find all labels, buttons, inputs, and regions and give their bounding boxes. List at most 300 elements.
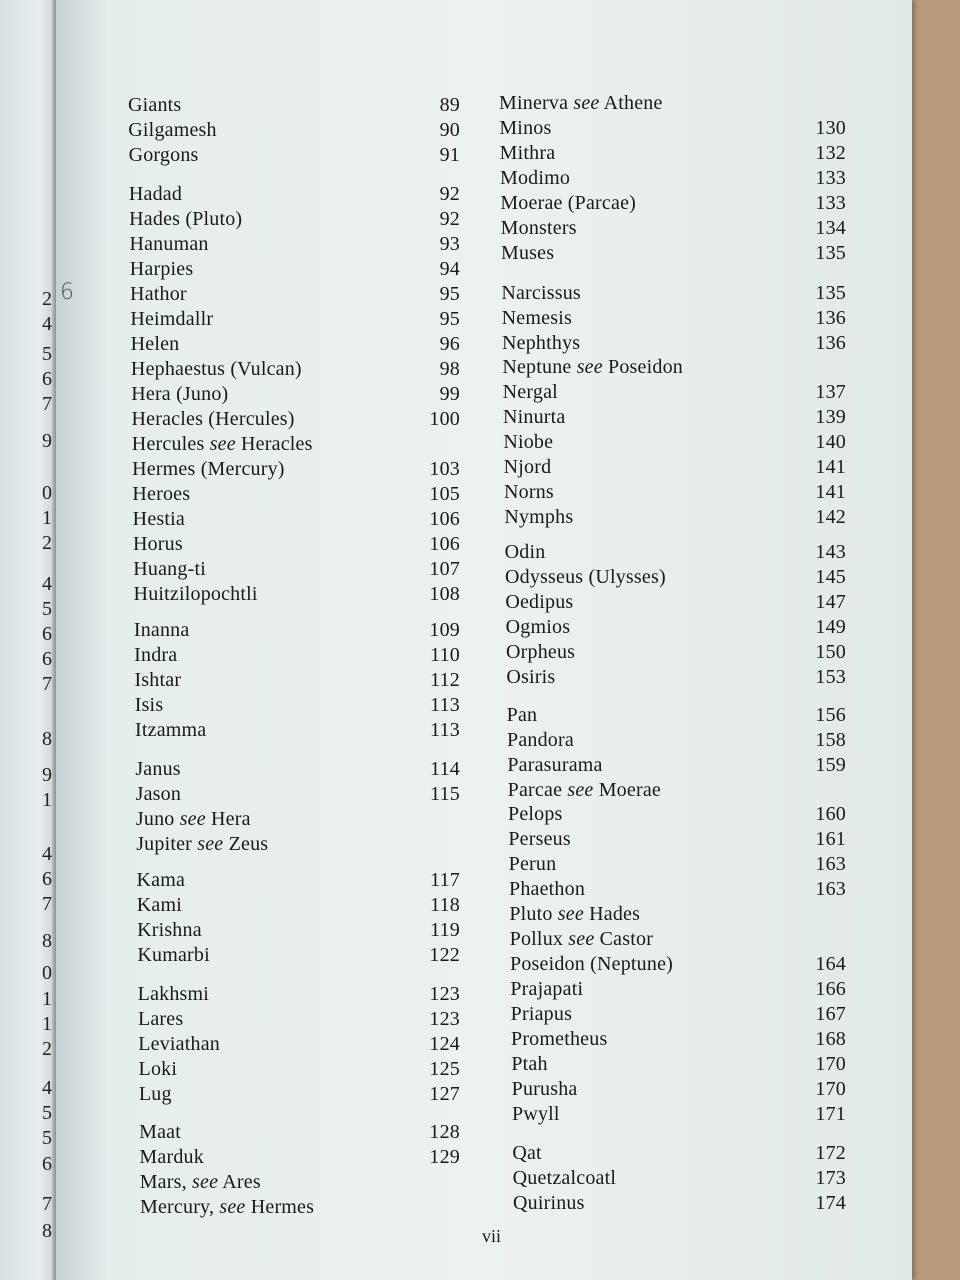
entry-name [139, 1058, 178, 1081]
entry-page-number: 136 [815, 307, 846, 329]
entry-title: Pluto [509, 903, 553, 925]
entry-title: Hephaestus (Vulcan) [130, 358, 302, 380]
entry-page-number: 150 [815, 641, 846, 663]
entry-name [509, 853, 557, 876]
entry-name [129, 183, 182, 206]
entry-title: Leviathan [138, 1033, 220, 1055]
entry-name [504, 456, 552, 479]
cross-reference-see: see [576, 356, 603, 378]
entry-title: Huang-ti [133, 558, 206, 580]
entry-title: Gilgamesh [128, 119, 217, 141]
entry-title: Huitzilopochtli [133, 583, 258, 605]
entry-name [139, 1146, 204, 1169]
contents-entry [129, 208, 460, 232]
entry-name [135, 758, 180, 781]
entry-page-number: 141 [815, 481, 846, 503]
cross-reference-see: see [573, 92, 600, 114]
entry-page-number: 149 [815, 616, 846, 638]
entry-page-number: 90 [439, 119, 460, 141]
entry-title: Prometheus [511, 1028, 608, 1050]
contents-entry [507, 729, 846, 753]
contents-entry [506, 616, 846, 640]
entry-name [134, 619, 190, 642]
entry-title: Hera (Juno) [131, 383, 229, 405]
entry-page-number: 99 [439, 383, 460, 405]
contents-entry [508, 803, 846, 827]
entry-name [499, 92, 663, 115]
entry-page-number: 161 [815, 828, 846, 850]
cross-reference-target: Moerae [598, 779, 661, 801]
entry-title: Harpies [129, 258, 194, 280]
entry-title: Lakhsmi [137, 983, 210, 1005]
entry-name [133, 533, 183, 556]
entry-name [501, 217, 577, 240]
entry-name [137, 894, 182, 917]
entry-page-number: 94 [439, 258, 460, 280]
entry-name [135, 719, 206, 742]
entry-name [504, 481, 554, 504]
entry-title: Kumarbi [137, 944, 210, 966]
contents-entry [500, 167, 846, 191]
entry-name [137, 919, 202, 942]
contents-entry [509, 878, 846, 902]
cross-reference-see: see [557, 903, 584, 925]
contents-entry [129, 233, 460, 257]
cross-reference-see: see [209, 433, 236, 455]
entry-name [506, 616, 571, 639]
contents-entry [136, 808, 460, 832]
cross-reference-see: see [197, 833, 224, 855]
contents-entry [503, 406, 846, 430]
entry-page-number: 173 [815, 1167, 846, 1189]
contents-entry [502, 332, 846, 356]
entry-page-number: 132 [815, 142, 846, 164]
contents-entry [499, 117, 846, 141]
entry-page-number: 135 [815, 242, 846, 264]
entry-name [499, 117, 551, 140]
entry-page-number: 125 [429, 1058, 460, 1080]
contents-entry [511, 1003, 846, 1027]
entry-title: Niobe [503, 431, 554, 453]
entry-page-number: 127 [429, 1083, 460, 1105]
entry-page-number: 123 [429, 983, 460, 1005]
entry-title: Pwyll [512, 1103, 560, 1125]
entry-title: Janus [135, 758, 181, 780]
entry-name [505, 541, 546, 564]
entry-page-number: 139 [815, 406, 846, 428]
cross-reference-target: Athene [603, 92, 663, 114]
entry-page-number: 129 [429, 1146, 460, 1168]
contents-entry [506, 641, 846, 665]
entry-page-number: 103 [429, 458, 460, 480]
left-page-number: 2 [42, 1038, 52, 1060]
entry-page-number: 100 [429, 408, 460, 430]
entry-page-number: 117 [430, 869, 460, 891]
left-page-number: 6 [42, 648, 52, 670]
cross-reference-see: see [179, 808, 206, 830]
contents-entry [131, 333, 460, 357]
entry-page-number: 145 [815, 566, 846, 588]
entry-title: Oedipus [505, 591, 574, 613]
entry-page-number: 115 [430, 783, 460, 805]
entry-name [132, 408, 295, 431]
entry-title: Nergal [502, 381, 558, 403]
entry-name [139, 1121, 181, 1144]
left-page-number: 5 [42, 1102, 52, 1124]
entry-page-number: 112 [430, 669, 460, 691]
contents-entry [129, 144, 460, 168]
entry-page-number: 106 [429, 508, 460, 530]
left-page-number: 1 [42, 507, 52, 529]
entry-name [513, 1192, 585, 1215]
contents-entry [134, 669, 460, 693]
left-page-number: 4 [42, 843, 52, 865]
entry-title: Neptune [502, 356, 572, 378]
contents-entry [508, 828, 846, 852]
entry-name [503, 406, 566, 429]
contents-entry [128, 119, 460, 143]
entry-page-number: 171 [815, 1103, 846, 1125]
entry-title: Quirinus [513, 1192, 585, 1214]
contents-entry [139, 1121, 460, 1145]
left-page-number: 7 [42, 893, 52, 915]
left-page-number: 5 [42, 343, 52, 365]
entry-page-number: 164 [815, 953, 846, 975]
entry-name [135, 694, 164, 717]
entry-title: Moerae (Parcae) [500, 192, 637, 214]
entry-name [504, 506, 573, 529]
entry-name [513, 1167, 616, 1190]
contents-entry [128, 94, 460, 118]
contents-entry [501, 282, 846, 306]
entry-title: Mercury, [140, 1196, 215, 1218]
entry-name [511, 1003, 572, 1026]
entry-name [139, 1083, 172, 1106]
contents-entry [133, 533, 460, 557]
contents-entry [139, 1083, 460, 1107]
contents-entry [133, 508, 460, 532]
entry-name [130, 258, 194, 281]
entry-name [131, 358, 302, 381]
entry-name [138, 1033, 220, 1056]
entry-page-number: 128 [429, 1121, 460, 1143]
entry-name [505, 591, 573, 614]
contents-entry [139, 1146, 460, 1170]
cross-reference-target: Zeus [228, 833, 269, 855]
entry-name [136, 783, 181, 806]
entry-page-number: 89 [439, 94, 460, 116]
entry-name [133, 558, 206, 581]
contents-entry [133, 558, 460, 582]
contents-entry [499, 92, 846, 116]
entry-page-number: 170 [815, 1078, 846, 1100]
contents-entry [508, 779, 846, 803]
cross-reference-target: Heracles [241, 433, 313, 455]
left-page-number: 8 [42, 930, 52, 952]
left-page-number: 4 [42, 313, 52, 335]
contents-entry [510, 978, 846, 1002]
entry-name [131, 333, 180, 356]
entry-title: Nemesis [501, 307, 572, 329]
contents-entry [129, 183, 460, 207]
entry-page-number: 133 [815, 167, 846, 189]
entry-name [509, 903, 640, 926]
entry-name [512, 1142, 541, 1165]
left-page-number: 5 [42, 1127, 52, 1149]
entry-page-number: 137 [815, 381, 846, 403]
contents-entry [137, 919, 460, 943]
entry-name [500, 167, 570, 190]
entry-page-number: 107 [429, 558, 460, 580]
contents-entry [512, 1078, 846, 1102]
page-folio: vii [482, 1226, 502, 1246]
entry-name [508, 828, 571, 851]
contents-entry [504, 506, 846, 530]
cross-reference-target: Hermes [250, 1196, 315, 1218]
entry-page-number: 134 [815, 217, 846, 239]
contents-entry [512, 1103, 846, 1127]
entry-page-number: 93 [439, 233, 460, 255]
entry-name [508, 779, 661, 802]
entry-page-number: 110 [430, 644, 460, 666]
cross-reference-target: Hades [589, 903, 641, 925]
entry-title: Nephthys [502, 332, 581, 354]
left-page-edge [0, 0, 56, 1280]
entry-name [134, 644, 177, 667]
entry-title: Parasurama [507, 754, 603, 776]
entry-name [128, 119, 216, 142]
left-page-number: 7 [42, 673, 52, 695]
entry-title: Minos [499, 117, 552, 139]
entry-name [503, 431, 553, 454]
left-page-number: 9 [42, 430, 52, 452]
entry-page-number: 174 [815, 1192, 846, 1214]
contents-entry [509, 903, 846, 927]
entry-title: Inanna [133, 619, 190, 641]
entry-title: Hadad [128, 183, 183, 205]
entry-page-number: 122 [429, 944, 460, 966]
entry-page-number: 124 [429, 1033, 460, 1055]
entry-name [133, 508, 185, 531]
entry-page-number: 141 [815, 456, 846, 478]
entry-page-number: 158 [815, 729, 846, 751]
cross-reference-see: see [567, 779, 594, 801]
entry-name [130, 308, 213, 331]
contents-entry [140, 1196, 460, 1220]
entry-title: Ptah [511, 1053, 548, 1075]
entry-title: Orpheus [506, 641, 576, 663]
left-page-number: 6 [42, 623, 52, 645]
entry-page-number: 106 [429, 533, 460, 555]
contents-entry [502, 307, 846, 331]
entry-title: Jupiter [136, 833, 193, 855]
entry-name [140, 1196, 314, 1219]
entry-title: Mars, [139, 1171, 187, 1193]
entry-page-number: 92 [439, 183, 460, 205]
entry-name [136, 808, 251, 831]
entry-page-number: 95 [439, 308, 460, 330]
entry-title: Monsters [500, 217, 577, 239]
entry-title: Muses [501, 242, 555, 264]
contents-entry [134, 619, 460, 643]
entry-title: Perun [508, 853, 557, 875]
contents-entry [510, 953, 846, 977]
contents-entry [136, 783, 460, 807]
entry-title: Parcae [507, 779, 563, 801]
entry-title: Gorgons [128, 144, 199, 166]
entry-name [132, 458, 285, 481]
entry-title: Poseidon (Neptune) [510, 953, 674, 975]
entry-name [510, 978, 583, 1001]
entry-page-number: 130 [815, 117, 846, 139]
contents-entry [131, 358, 460, 382]
entry-page-number: 119 [430, 919, 460, 941]
entry-title: Giants [128, 94, 182, 116]
left-page-number: 1 [42, 1013, 52, 1035]
entry-title: Maat [139, 1121, 182, 1143]
entry-title: Quetzalcoatl [512, 1167, 617, 1189]
cross-reference-see: see [192, 1171, 219, 1193]
entry-page-number: 172 [815, 1142, 846, 1164]
contents-entry [504, 481, 846, 505]
contents-entry [511, 1028, 846, 1052]
entry-name [132, 433, 313, 456]
contents-entry [505, 566, 846, 590]
entry-name [500, 142, 556, 165]
contents-entry [137, 944, 460, 968]
entry-title: Pollux [509, 928, 564, 950]
entry-page-number: 147 [815, 591, 846, 613]
entry-page-number: 105 [429, 483, 460, 505]
entry-name [128, 94, 181, 117]
entry-name [132, 483, 190, 506]
entry-name [508, 803, 563, 826]
contents-entry [503, 381, 846, 405]
entry-name [131, 383, 228, 406]
entry-title: Hanuman [129, 233, 209, 255]
cross-reference-target: Castor [599, 928, 654, 950]
entry-name [509, 878, 585, 901]
entry-page-number: 166 [815, 978, 846, 1000]
entry-page-number: 109 [429, 619, 460, 641]
contents-entry [505, 541, 846, 565]
entry-title: Prajapati [510, 978, 584, 1000]
entry-title: Osiris [506, 666, 556, 688]
contents-entry [135, 694, 460, 718]
entry-page-number: 153 [815, 666, 846, 688]
entry-title: Priapus [510, 1003, 573, 1025]
entry-page-number: 168 [815, 1028, 846, 1050]
contents-entry [513, 1167, 846, 1191]
entry-page-number: 92 [439, 208, 460, 230]
left-page-number: 7 [42, 1193, 52, 1215]
cross-reference-see: see [568, 928, 595, 950]
entry-name [501, 242, 554, 265]
entry-name [510, 928, 653, 951]
entry-name [129, 233, 208, 256]
entry-title: Norns [504, 481, 554, 503]
entry-page-number: 135 [815, 282, 846, 304]
contents-entry [512, 1142, 846, 1166]
cross-reference-see: see [219, 1196, 246, 1218]
entry-page-number: 170 [815, 1053, 846, 1075]
contents-entry [135, 758, 460, 782]
contents-entry [500, 192, 846, 216]
entry-name [140, 1171, 261, 1194]
entry-title: Perseus [508, 828, 571, 850]
entry-name [512, 1078, 578, 1101]
entry-title: Njord [503, 456, 552, 478]
entry-title: Horus [132, 533, 183, 555]
entry-title: Narcissus [501, 282, 581, 304]
entry-title: Ninurta [503, 406, 566, 428]
contents-entry [134, 583, 460, 607]
entry-page-number: 143 [815, 541, 846, 563]
left-page-number: 4 [42, 573, 52, 595]
contents-entry [501, 217, 846, 241]
contents-entry [509, 853, 846, 877]
contents-entry [138, 1033, 460, 1057]
entry-title: Pandora [507, 729, 574, 751]
contents-entry [136, 869, 460, 893]
left-page-number: 5 [42, 598, 52, 620]
left-page-number: 6 [42, 1153, 52, 1175]
entry-title: Marduk [139, 1146, 204, 1168]
contents-entry [135, 719, 460, 743]
left-page-number: 1 [42, 988, 52, 1010]
entry-title: Odysseus (Ulysses) [505, 566, 666, 588]
contents-entry [511, 1053, 846, 1077]
cross-reference-target: Hera [211, 808, 251, 830]
entry-name [505, 566, 666, 589]
entry-name [136, 833, 268, 856]
entry-name [134, 669, 181, 692]
entry-page-number: 167 [815, 1003, 846, 1025]
contents-entry [503, 431, 846, 455]
entry-page-number: 96 [439, 333, 460, 355]
left-page-number: 0 [42, 482, 52, 504]
entry-page-number: 118 [430, 894, 460, 916]
entry-title: Ishtar [134, 669, 182, 691]
entry-title: Modimo [500, 167, 571, 189]
entry-name [507, 754, 602, 777]
entry-name [130, 283, 187, 306]
entry-name [137, 944, 210, 967]
entry-name [510, 953, 673, 976]
contents-entry [506, 666, 846, 690]
entry-title: Loki [138, 1058, 178, 1080]
entry-title: Heimdallr [130, 308, 214, 330]
entry-page-number: 133 [815, 192, 846, 214]
entry-page-number: 113 [430, 719, 460, 741]
entry-title: Hermes (Mercury) [132, 458, 285, 480]
entry-title: Isis [134, 694, 164, 716]
entry-name [511, 1053, 547, 1076]
contents-entry [504, 456, 846, 480]
entry-page-number: 163 [815, 853, 846, 875]
contents-entry [513, 1192, 846, 1216]
entry-name [511, 1028, 607, 1051]
entry-title: Indra [134, 644, 178, 666]
left-page-number: 8 [42, 728, 52, 750]
entry-name [129, 208, 242, 231]
entry-title: Hathor [130, 283, 187, 305]
entry-title: Hercules [131, 433, 205, 455]
entry-page-number: 123 [429, 1008, 460, 1030]
contents-entry [507, 754, 846, 778]
handwritten-margin-mark: 6 [60, 280, 74, 305]
entry-title: Helen [130, 333, 180, 355]
